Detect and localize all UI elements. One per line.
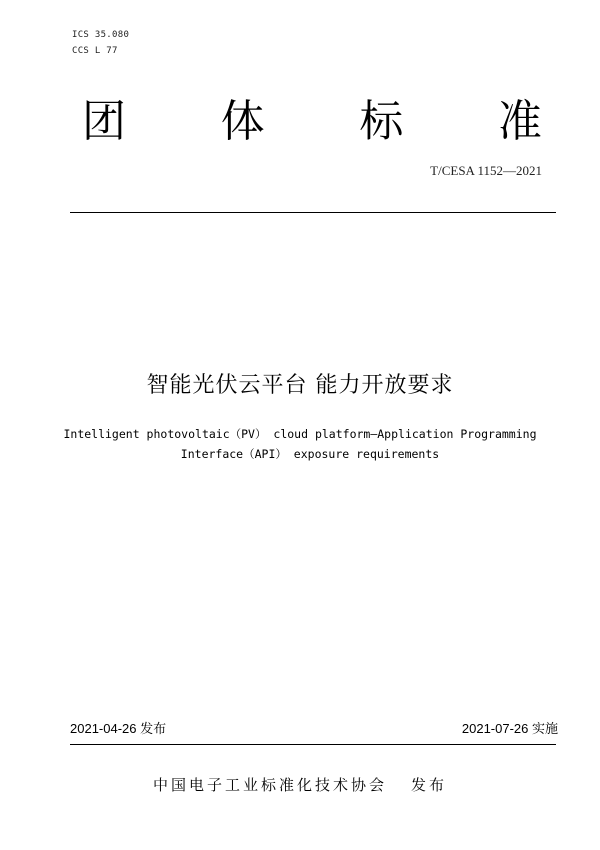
- document-title-cn: 智能光伏云平台 能力开放要求: [146, 373, 454, 398]
- ics-code: ICS 35.080: [72, 30, 130, 40]
- publish-date: 2021-04-26 发布: [70, 721, 167, 736]
- publisher-name: 中国电子工业标准化技术协会: [152, 776, 387, 794]
- document-title-en-line2: Interface（API） exposure requirements: [180, 447, 440, 461]
- ccs-code: CCS L 77: [72, 46, 118, 56]
- document-type-title: [82, 92, 542, 152]
- bottom-divider: [70, 744, 556, 745]
- publisher-action: 发布: [411, 776, 448, 794]
- title-char-2: 体: [220, 96, 265, 147]
- top-divider: [70, 212, 556, 213]
- title-char-4: 准: [497, 96, 542, 147]
- implement-date: 2021-07-26 实施: [461, 721, 558, 736]
- title-char-1: 团: [82, 96, 126, 147]
- title-char-3: 标: [359, 96, 404, 147]
- publisher-line: [0, 774, 600, 795]
- standard-number: T/CESA 1152—2021: [430, 163, 542, 178]
- document-title-en-line1: Intelligent photovoltaic（PV） cloud platform—Application Programming: [63, 427, 537, 441]
